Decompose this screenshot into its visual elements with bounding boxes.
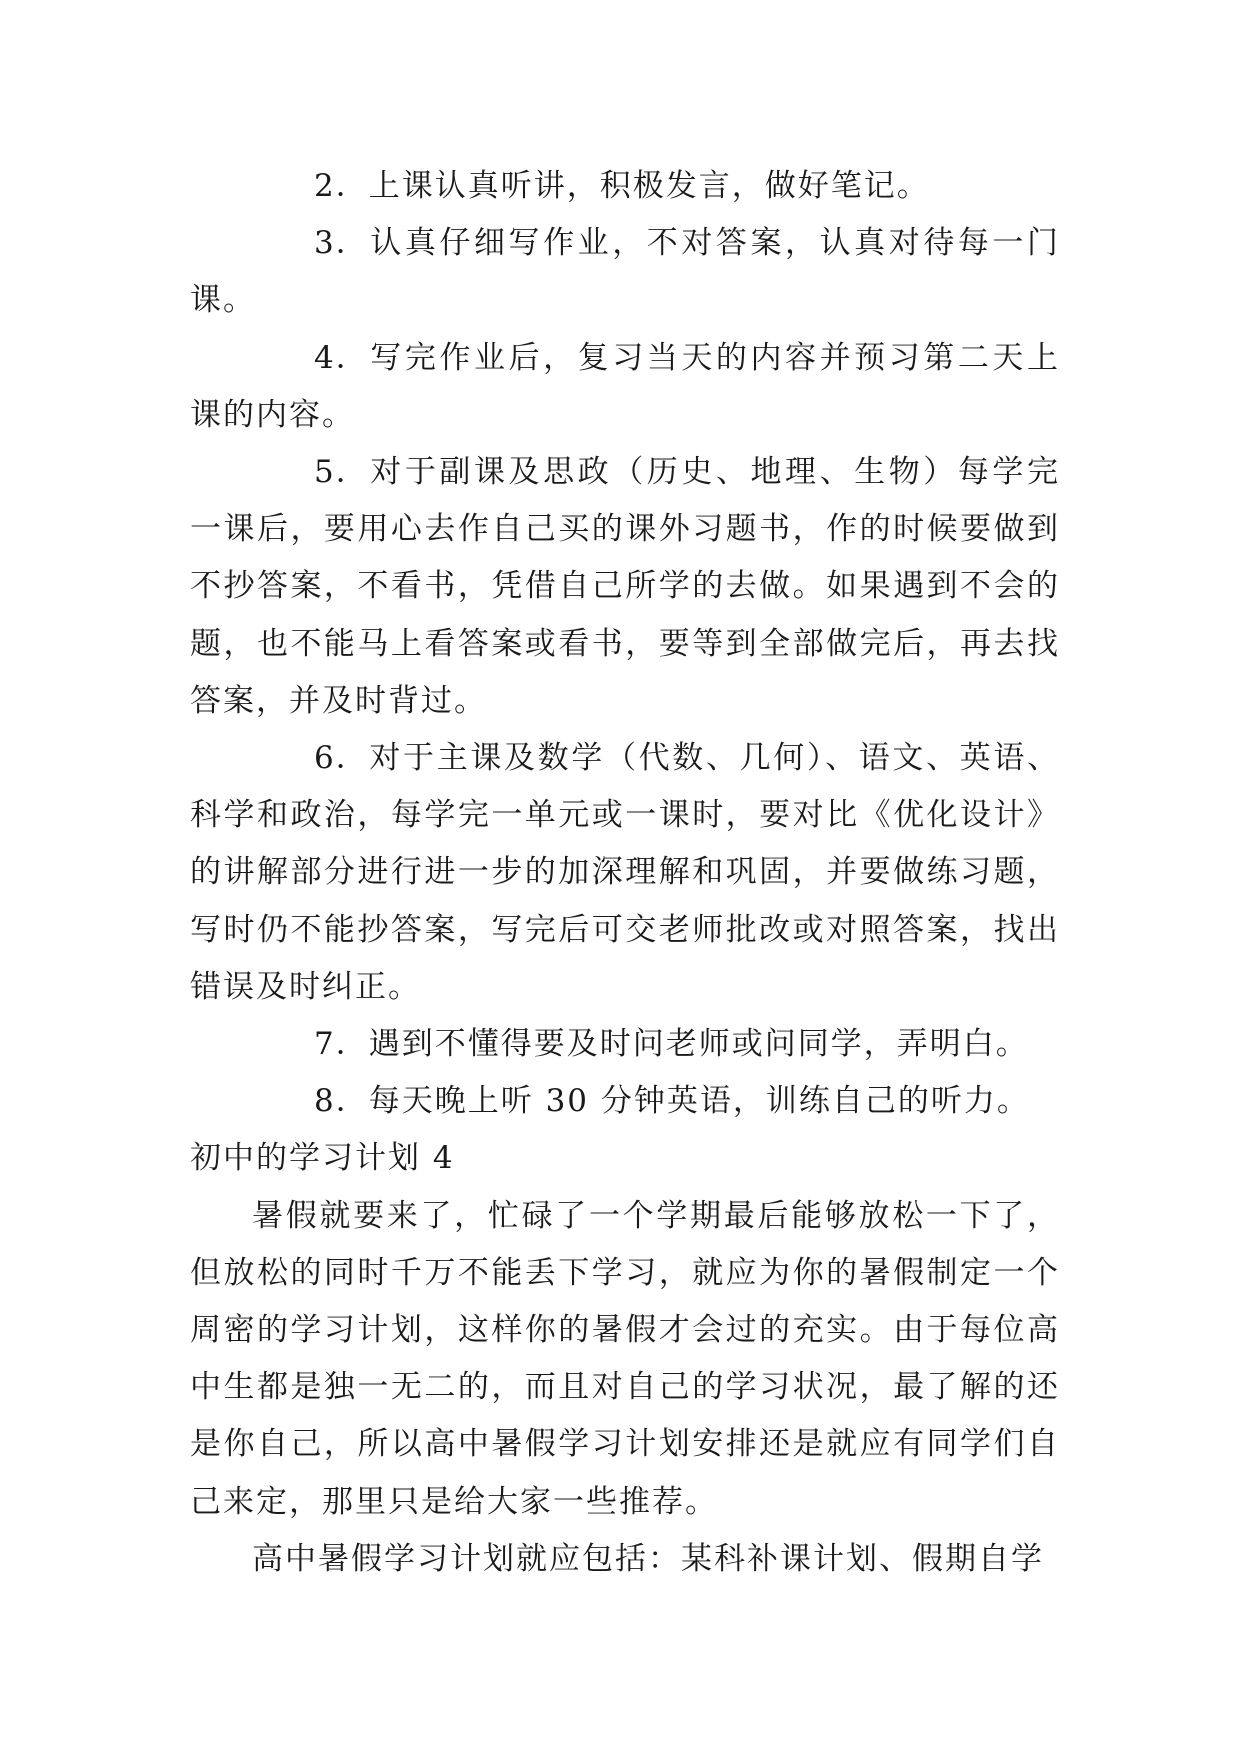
- body-paragraph: 暑假就要来了，忙碌了一个学期最后能够放松一下了，但放松的同时千万不能丢下学习，就应为你的暑假制定一个周密的学习计划，这样你的暑假才会过的充实。由于每位高中生都是独一无二的，而且对自己的学习状况，最了解的还是你自己，所以高中暑假学习计划安排还是就应有同学们自己来定，那里只是给大家一些推荐。: [190, 1197, 1060, 1520]
- item-number: 6．: [314, 740, 369, 777]
- item-number: 5．: [314, 454, 369, 491]
- list-item: [190, 444, 1060, 730]
- item-number: 3．: [314, 225, 369, 262]
- item-text: 对于副课及思政（历史、地理、生物）每学完一课后，要用心去作自己买的课外习题书，作的时候要做到不抄答案，不看书，凭借自己所学的去做。如果遇到不会的题，也不能马上看答案或看书，要等到全部做完后，再去找答案，并及时背过。: [190, 454, 1060, 719]
- item-number: 7．: [314, 1026, 369, 1063]
- item-text: 上课认真听讲，积极发言，做好笔记。: [368, 168, 930, 204]
- item-number: 8．: [314, 1083, 369, 1120]
- item-number: 4．: [314, 339, 369, 376]
- section-heading: 初中的学习计划 4: [190, 1140, 455, 1177]
- list-item: [190, 215, 1060, 329]
- item-text: 对于主课及数学（代数、几何）、语文、英语、科学和政治，每学完一单元或一课时，要对比《优化设计》的讲解部分进行进一步的加深理解和巩固，并要做练习题，写时仍不能抄答案，写完后可交老师批改或对照答案，找出错误及时纠正。: [190, 740, 1060, 1005]
- item-text: 认真仔细写作业，不对答案，认真对待每一门课。: [190, 225, 1060, 319]
- item-number: 2．: [314, 168, 369, 204]
- list-item: [190, 330, 1060, 444]
- item-text: 写完作业后，复习当天的内容并预习第二天上课的内容。: [190, 339, 1060, 433]
- list-item: [190, 158, 1060, 215]
- body-paragraph: 高中暑假学习计划就应包括：某科补课计划、假期自学: [252, 1540, 1044, 1577]
- document-body: [190, 158, 1060, 1588]
- item-text: 遇到不懂得要及时问老师或问同学，弄明白。: [368, 1026, 1029, 1063]
- item-text: 每天晚上听 30 分钟英语，训练自己的听力。: [368, 1083, 1030, 1120]
- list-item: [190, 730, 1060, 1016]
- list-item: [190, 1016, 1060, 1073]
- list-item: [190, 1073, 1060, 1130]
